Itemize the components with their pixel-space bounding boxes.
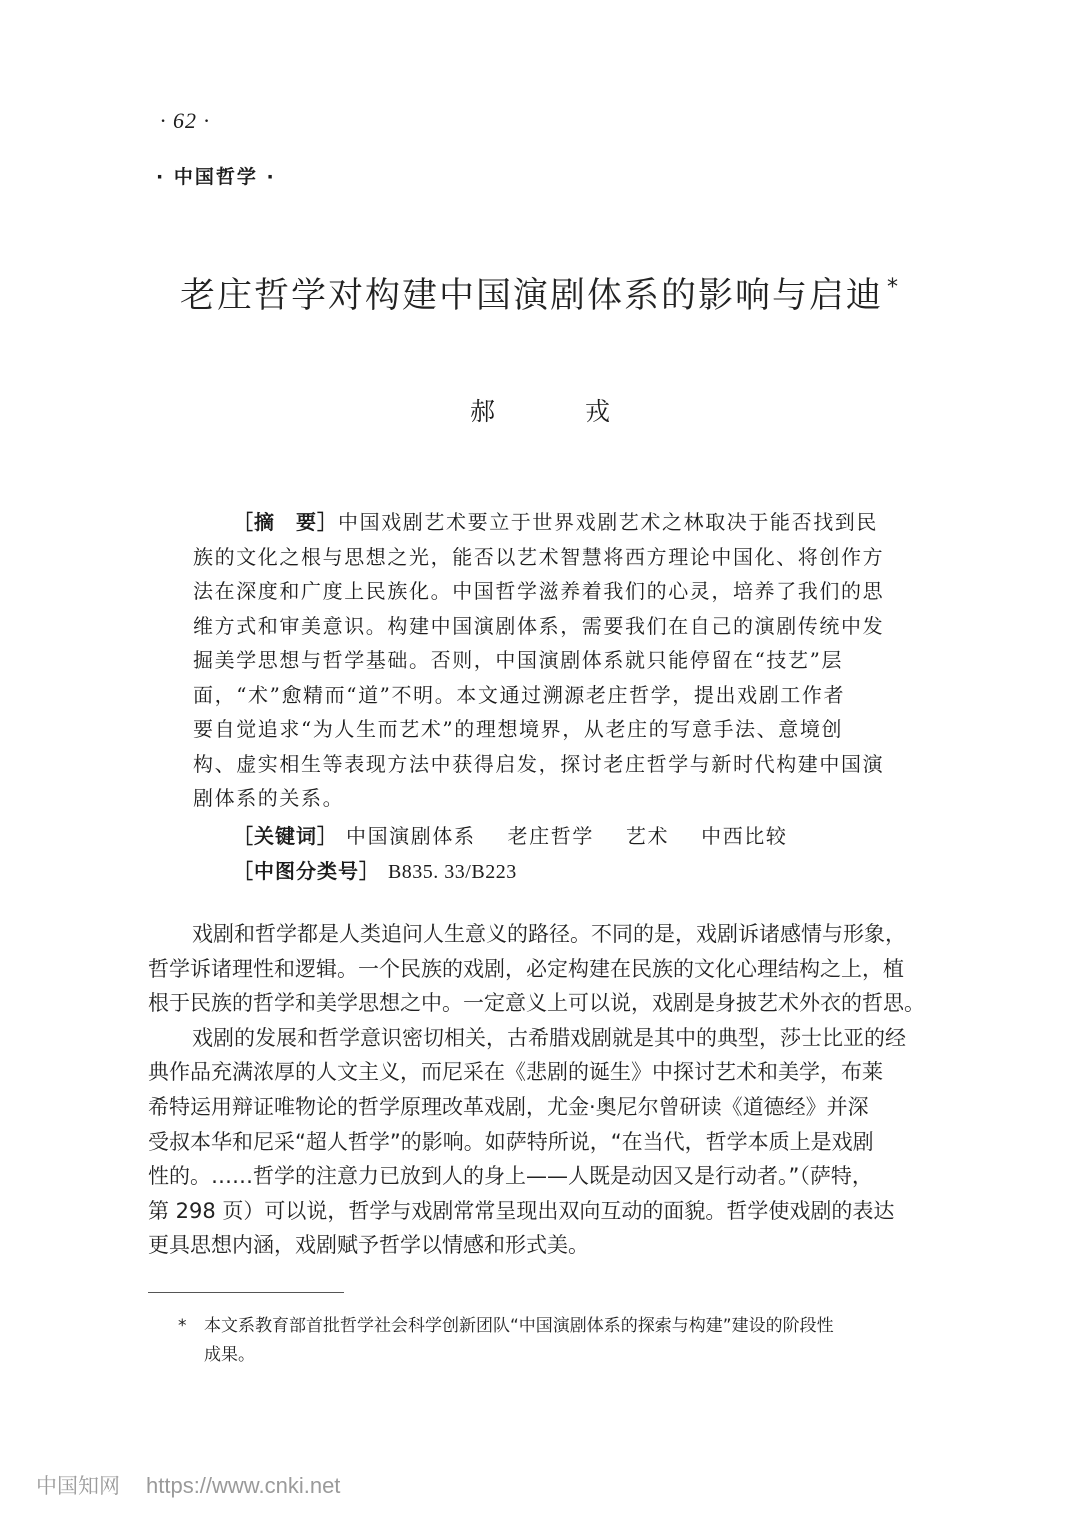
abstract-line: 族的文化之根与思想之光，能否以艺术智慧将西方理论中国化、将创作方 xyxy=(193,544,885,569)
keyword: 中国演剧体系 xyxy=(345,824,476,848)
body-line: 戏剧和哲学都是人类追问人生意义的路径。不同的是，戏剧诉诸感情与形象， xyxy=(192,922,906,946)
footnote-line: 成果。 xyxy=(204,1345,255,1365)
body-line: 性的。……哲学的注意力已放到人的身上——人既是动因又是行动者。”（萨特， xyxy=(148,1164,873,1189)
classification-label: ［中图分类号］ xyxy=(233,859,380,883)
classification-code: B835. 33/B223 xyxy=(387,861,517,883)
keywords-label: ［关键词］ xyxy=(233,824,338,848)
abstract-line: ［摘 要］中国戏剧艺术要立于世界戏剧艺术之林取决于能否找到民 xyxy=(233,510,878,534)
title-footnote-mark: * xyxy=(887,275,900,301)
body-line: 哲学诉诸理性和逻辑。一个民族的戏剧，必定构建在民族的文化心理结构之上，植 xyxy=(148,956,904,981)
paragraph xyxy=(148,1021,938,1263)
abstract-label: ［摘 要］ xyxy=(233,510,338,534)
section-tag: · 中国哲学 · xyxy=(156,166,276,188)
footnote-mark: * xyxy=(178,1316,187,1336)
abstract-line: 法在深度和广度上民族化。中国哲学滋养着我们的心灵，培养了我们的思 xyxy=(193,579,885,603)
body-line: 希特运用辩证唯物论的哲学原理改革戏剧，尤金·奥尼尔曾研读《道德经》并深 xyxy=(148,1094,869,1119)
abstract-line: 要自觉追求“为人生而艺术”的理想境界，从老庄的写意手法、意境创 xyxy=(193,717,844,741)
abstract-line: 构、虚实相生等表现方法中获得启发，探讨老庄哲学与新时代构建中国演 xyxy=(193,751,885,776)
footnote xyxy=(178,1312,938,1370)
body-line: 更具思想内涵，戏剧赋予哲学以情感和形式美。 xyxy=(148,1233,589,1258)
keyword: 中西比较 xyxy=(701,824,788,848)
abstract-line: 面，“术”愈精而“道”不明。本文通过溯源老庄哲学，提出戏剧工作者 xyxy=(193,682,846,707)
footnote-divider xyxy=(148,1292,344,1293)
classification xyxy=(233,855,517,884)
cnki-watermark xyxy=(36,1470,340,1500)
body-text xyxy=(148,917,938,1263)
keywords xyxy=(233,820,788,849)
watermark-brand: 中国知网 xyxy=(36,1474,120,1498)
footnote-line: 本文系教育部首批哲学社会科学创新团队“中国演剧体系的探索与构建”建设的阶段性 xyxy=(204,1316,834,1336)
body-line: 典作品充满浓厚的人文主义，而尼采在《悲剧的诞生》中探讨艺术和美学，布莱 xyxy=(148,1060,883,1085)
abstract-line: 掘美学思想与哲学基础。否则，中国演剧体系就只能停留在“技艺”层 xyxy=(193,648,844,672)
body-line: 第 298 页）可以说，哲学与戏剧常常呈现出双向互动的面貌。哲学使戏剧的表达 xyxy=(148,1198,895,1223)
article-title-text: 老庄哲学对构建中国演剧体系的影响与启迪 xyxy=(179,276,883,316)
article-title xyxy=(0,268,1080,318)
page-number: · 62 · xyxy=(160,108,210,133)
abstract-line: 剧体系的关系。 xyxy=(193,786,345,810)
watermark-url: https://www.cnki.net xyxy=(146,1473,341,1498)
body-line: 根于民族的哲学和美学思想之中。一定意义上可以说，戏剧是身披艺术外衣的哲思。 xyxy=(148,991,925,1016)
abstract-line: 维方式和审美意识。构建中国演剧体系，需要我们在自己的演剧传统中发 xyxy=(193,613,885,638)
body-line: 戏剧的发展和哲学意识密切相关，古希腊戏剧就是其中的典型，莎士比亚的经 xyxy=(192,1025,906,1050)
keyword: 老庄哲学 xyxy=(507,824,594,848)
author-name: 郝戎 xyxy=(469,397,700,426)
abstract xyxy=(193,505,893,816)
body-line: 受叔本华和尼采“超人哲学”的影响。如萨特所说，“在当代，哲学本质上是戏剧 xyxy=(148,1129,874,1154)
keyword: 艺术 xyxy=(625,824,670,848)
paragraph xyxy=(148,917,938,1021)
